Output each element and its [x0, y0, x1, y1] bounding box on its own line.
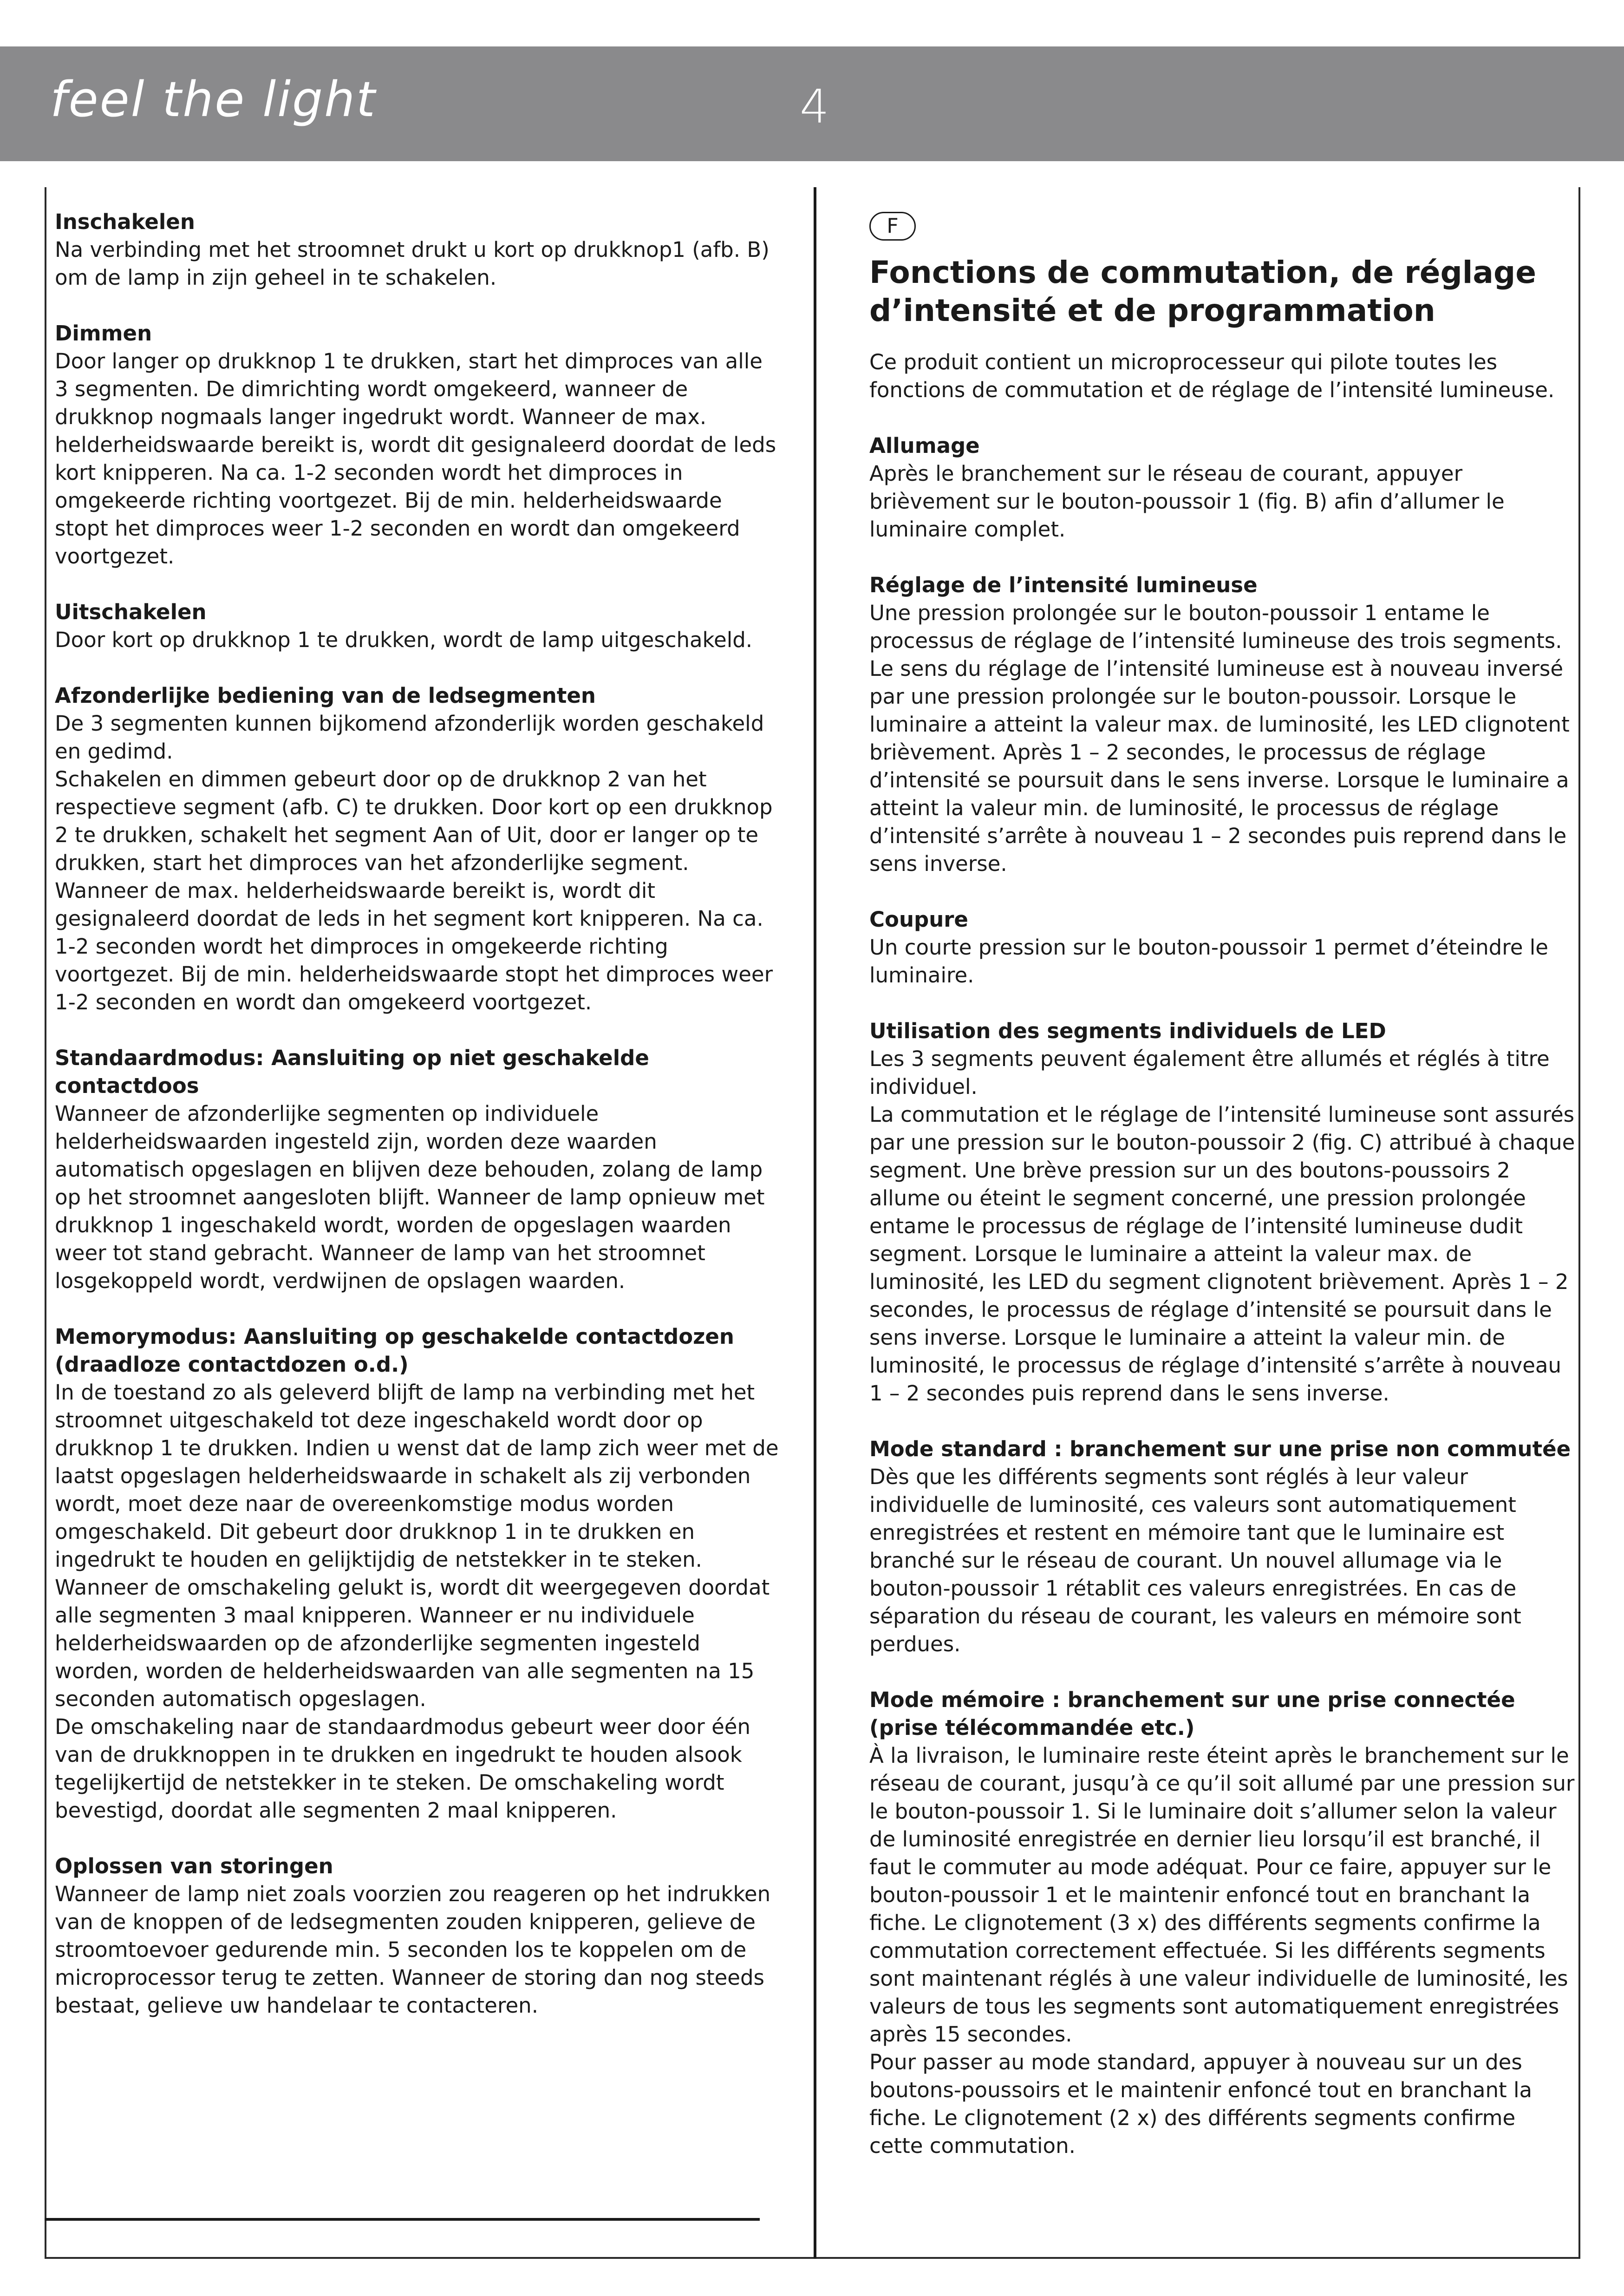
section-heading: Mode mémoire : branchement sur une prise connectée (prise télécommandée etc.) [869, 1688, 1515, 1740]
section-heading: Coupure [869, 907, 968, 932]
instruction-section [55, 598, 779, 654]
instruction-section [869, 1017, 1575, 1407]
section-heading: Mode standard : branchement sur une prise non commutée [869, 1437, 1571, 1461]
section-heading: Inschakelen [55, 209, 195, 234]
section-heading: Afzonderlijke bediening van de ledsegmenten [55, 683, 596, 708]
section-paragraph: Après le branchement sur le réseau de courant, appuyer brièvement sur le bouton-poussoir 1 (fig. B) afin d’allumer le luminaire complet. [869, 461, 1505, 542]
section-paragraph: Wanneer de lamp niet zoals voorzien zou reageren op het indrukken van de knoppen of de ledsegmenten zouden knipperen, gelieve de stroomtoevoer gedurende min. 5 seconden los te koppelen om de microprocessor terug te zetten. Wanneer de storing dan nog steeds bestaat, gelieve uw handelaar te contacteren. [55, 1882, 771, 2018]
page-number: 4 [800, 79, 829, 134]
section-paragraph: In de toestand zo als geleverd blijft de lamp na verbinding met het stroomnet uitgeschakeld tot deze ingeschakeld wordt door op drukknop 1 te drukken. Indien u wenst dat de lamp zich weer met de laatst opgeslagen helderheidswaarde in schakelt als zij verbonden wordt, moet deze naar de overeenkomstige modus worden omgeschakeld. Dit gebeurt door drukknop 1 in te drukken en ingedrukt te houden en gelijktijdig de netstekker in te steken. Wanneer de omschakeling gelukt is, wordt dit weergegeven doordat alle segmenten 3 maal knipperen. Wanneer er nu individuele helderheidswaarden op de afzonderlijke segmenten ingesteld worden, worden de helderheidswaarden van alle segmenten na 15 seconden automatisch opgeslagen. [55, 1380, 779, 1711]
instruction-section [55, 1323, 779, 1825]
language-badge: F [869, 212, 916, 241]
instruction-section [55, 1852, 779, 2020]
section-heading: Utilisation des segments individuels de LED [869, 1019, 1386, 1043]
section-heading: Standaardmodus: Aansluiting op niet geschakelde contactdoos [55, 1046, 649, 1098]
instruction-section [869, 1686, 1575, 2160]
section-heading: Memorymodus: Aansluiting op geschakelde contactdozen (draadloze contactdozen o.d.) [55, 1324, 734, 1377]
column-divider [814, 187, 816, 2259]
section-paragraph: Les 3 segments peuvent également être allumés et réglés à titre individuel. [869, 1047, 1550, 1099]
section-heading: Dimmen [55, 321, 152, 346]
instruction-section [869, 906, 1575, 989]
instruction-section [55, 1044, 779, 1295]
section-paragraph: Na verbinding met het stroomnet drukt u kort op drukknop1 (afb. B) om de lamp in zijn geheel in te schakelen. [55, 237, 770, 290]
section-paragraph: Un courte pression sur le bouton-poussoir 1 permet d’éteindre le luminaire. [869, 935, 1548, 988]
section-paragraph: À la livraison, le luminaire reste éteint après le branchement sur le réseau de courant, jusqu’à ce qu’il soit allumé par une pression sur le bouton-poussoir 1. Si le luminaire doit s’allumer selon la valeur de luminosité enregistrée en dernier lieu lorsqu’il est branché, il faut le commuter au mode adéquat. Pour ce faire, appuyer sur le bouton-poussoir 1 et le maintenir enfoncé tout en branchant la fiche. Le clignotement (3 x) des différents segments confirme la commutation correctement effectuée. Si les différents segments sont maintenant réglés à une valeur individuelle de luminosité, les valeurs de tous les segments sont automatiquement enregistrées après 15 secondes. [869, 1743, 1575, 2047]
section-paragraph: Dès que les différents segments sont réglés à leur valeur individuelle de luminosité, ces valeurs sont automatiquement enregistrées et restent en mémoire tant que le luminaire est branché sur le réseau de courant. Un nouvel allumage via le bouton-poussoir 1 rétablit ces valeurs enregistrées. En cas de séparation du réseau de courant, les valeurs en mémoire sont perdues. [869, 1465, 1521, 1656]
instruction-section [55, 320, 779, 570]
section-paragraph: Schakelen en dimmen gebeurt door op de drukknop 2 van het respectieve segment (afb. C) te drukken. Door kort op een drukknop 2 te drukken, schakelt het segment Aan of Uit, door er langer op te drukken, start het dimproces van het afzonderlijke segment. Wanneer de max. helderheidswaarde bereikt is, wordt dit gesignaleerd doordat de leds in het segment kort knipperen. Na ca. 1-2 seconden wordt het dimproces in omgekeerde richting voortgezet. Bij de min. helderheidswaarde stopt het dimproces weer 1-2 seconden en wordt dan omgekeerd voortgezet. [55, 767, 773, 1014]
instruction-section [55, 208, 779, 292]
section-paragraph: De 3 segmenten kunnen bijkomend afzonderlijk worden geschakeld en gedimd. [55, 711, 764, 764]
instruction-section [869, 571, 1575, 878]
intro-paragraph: Ce produit contient un microprocesseur qui pilote toutes les fonctions de commutation et de réglage de l’intensité lumineuse. [869, 350, 1555, 402]
instruction-section [869, 432, 1575, 543]
section-title: Fonctions de commutation, de réglage d’intensité et de programmation [869, 255, 1536, 328]
page-header [0, 46, 1624, 161]
section-paragraph: La commutation et le réglage de l’intensité lumineuse sont assurés par une pression sur le bouton-poussoir 2 (fig. C) attribué à chaque segment. Une brève pression sur un des boutons-poussoirs 2 allume ou éteint le segment concerné, une pression prolongée entame le processus de réglage de l’intensité lumineuse dudit segment. Lorsque le luminaire a atteint la valeur max. de luminosité, les LED du segment clignotent brièvement. Après 1 – 2 secondes, le processus de réglage d’intensité se poursuit dans le sens inverse. Lorsque le luminaire a atteint la valeur min. de luminosité, le processus de réglage d’intensité s’arrête à nouveau 1 – 2 secondes puis reprend dans le sens inverse. [869, 1102, 1575, 1406]
section-paragraph: De omschakeling naar de standaardmodus gebeurt weer door één van de drukknoppen in te drukken en ingedrukt te houden alsook tegelijkertijd de netstekker in te steken. De omschakeling wordt bevestigd, doordat alle segmenten 2 maal knipperen. [55, 1714, 751, 1823]
section-paragraph: Door langer op drukknop 1 te drukken, start het dimproces van alle 3 segmenten. De dimrichting wordt omgekeerd, wanneer de drukknop nogmaals langer ingedrukt wordt. Wanneer de max. helderheidswaarde bereikt is, wordt dit gesignaleerd doordat de leds kort knipperen. Na ca. 1-2 seconden wordt het dimproces in omgekeerde richting voortgezet. Bij de min. helderheidswaarde stopt het dimproces weer 1-2 seconden en wordt dan omgekeerd voortgezet. [55, 349, 776, 569]
section-paragraph: Wanneer de afzonderlijke segmenten op individuele helderheidswaarden ingesteld zijn, worden deze waarden automatisch opgeslagen en blijven deze behouden, zolang de lamp op het stroomnet aangesloten blijft. Wanneer de lamp opnieuw met drukknop 1 ingeschakeld wordt, worden de opgeslagen waarden weer tot stand gebracht. Wanneer de lamp van het stroomnet losgekoppeld wordt, verdwijnen de opslagen waarden. [55, 1101, 765, 1293]
section-paragraph: Pour passer au mode standard, appuyer à nouveau sur un des boutons-poussoirs et le maintenir enfoncé tout en branchant la fiche. Le clignotement (2 x) des différents segments confirme cette commutation. [869, 2050, 1533, 2158]
brand-title: feel the light [50, 71, 377, 128]
french-sections [869, 432, 1575, 2160]
french-column [869, 208, 1575, 2188]
section-heading: Uitschakelen [55, 600, 207, 624]
section-paragraph: Une pression prolongée sur le bouton-poussoir 1 entame le processus de réglage de l’intensité lumineuse des trois segments. Le sens du réglage de l’intensité lumineuse est à nouveau inversé par une pression prolongée sur le bouton-poussoir. Lorsque le luminaire a atteint la valeur max. de luminosité, les LED clignotent brièvement. Après 1 – 2 secondes, le processus de réglage d’intensité se poursuit dans le sens inverse. Lorsque le luminaire a atteint la valeur min. de luminosité, le processus de réglage d’intensité s’arrête à nouveau 1 – 2 secondes puis reprend dans le sens inverse. [869, 601, 1570, 876]
section-heading: Allumage [869, 433, 980, 458]
instruction-section [55, 682, 779, 1016]
section-paragraph: Door kort op drukknop 1 te drukken, wordt de lamp uitgeschakeld. [55, 628, 753, 652]
dutch-column [55, 208, 779, 2047]
instruction-section [869, 1435, 1575, 1658]
intro-block [869, 348, 1575, 404]
left-bottom-rule [45, 2218, 760, 2221]
section-heading: Oplossen van storingen [55, 1854, 333, 1878]
section-heading: Réglage de l’intensité lumineuse [869, 573, 1258, 597]
